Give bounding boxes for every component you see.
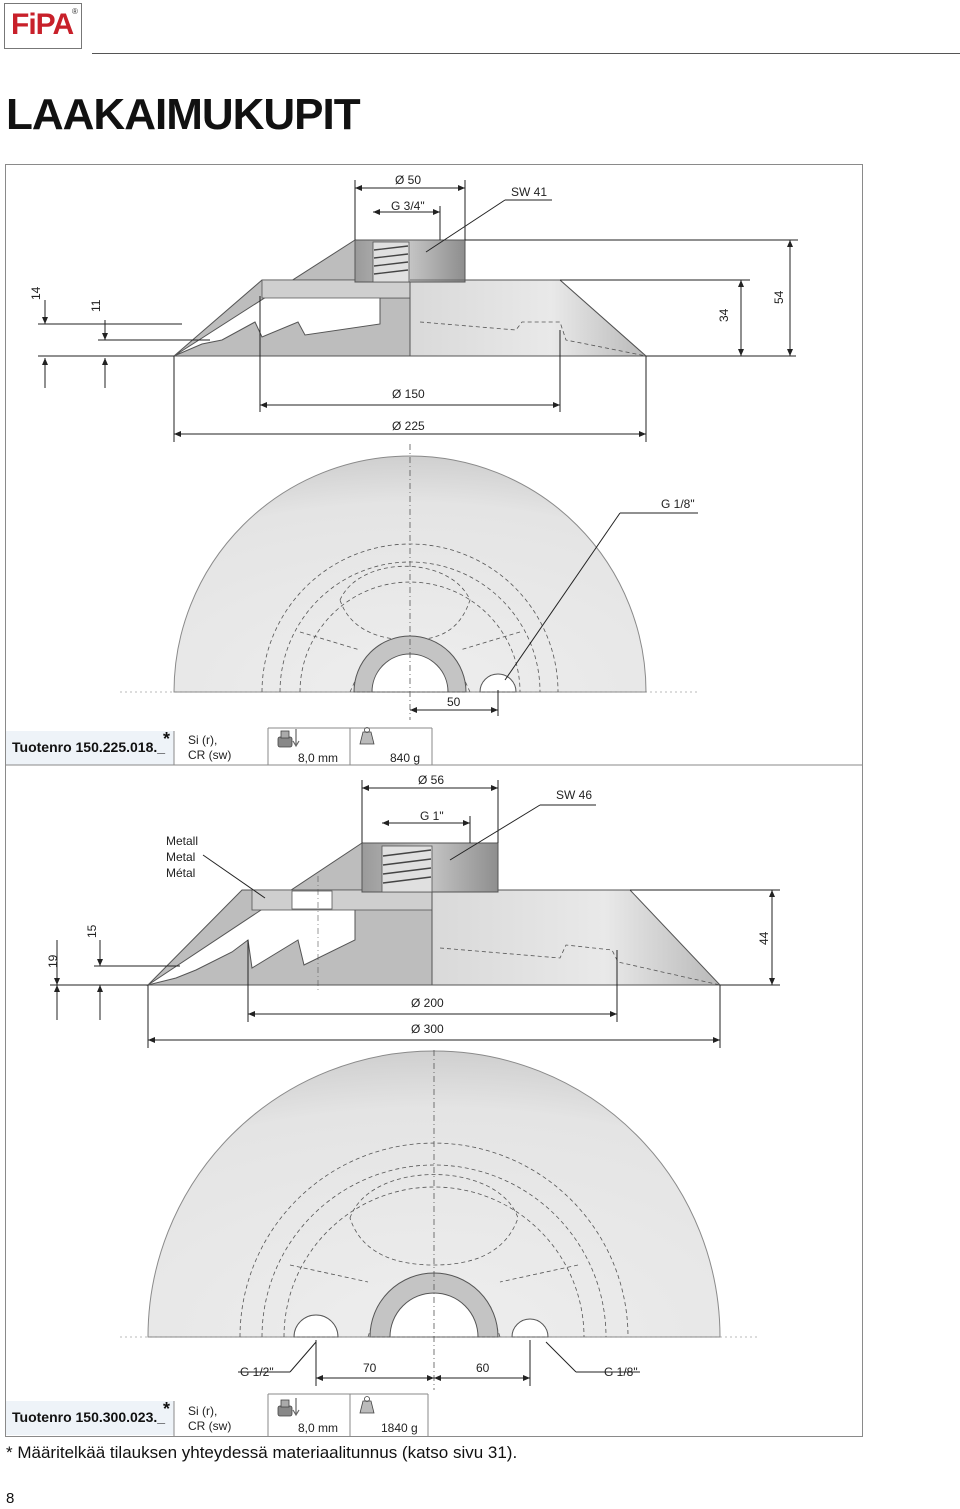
dim-offset-50: 50 [447,695,461,709]
dim-offset-70: 70 [363,1361,377,1375]
dim-h15: 15 [85,924,99,938]
cup2-top-view [120,1050,760,1390]
material-line-1a: Si (r), [188,733,218,747]
weight-icon [360,728,374,745]
dim-h34: 34 [717,308,731,322]
dim-sw41: SW 41 [511,185,548,199]
dim-d225: Ø 225 [392,419,425,433]
dim-port-18-b: G 1/8" [604,1365,638,1379]
cup2-side-view [148,843,720,990]
material-line-2b: CR (sw) [188,1419,232,1433]
page-number: 8 [6,1490,15,1507]
weight-icon [360,1397,374,1414]
weight-value-2: 1840 g [381,1421,418,1435]
dim-d200: Ø 200 [411,996,444,1010]
material-line-1b: CR (sw) [188,748,232,762]
registered-mark: ® [72,7,78,16]
material-metal: Metal [166,850,196,864]
cup1-side-view [174,240,646,356]
weight-value-1: 840 g [390,751,421,765]
dim-port-12: G 1/2" [240,1365,274,1379]
stroke-icon [278,729,299,747]
material-line-2a: Si (r), [188,1404,218,1418]
stroke-value-1: 8,0 mm [298,751,339,765]
footnote: * Määritelkää tilauksen yhteydessä materiaalitunnus (katso sivu 31). [6,1443,518,1462]
dim-h19: 19 [46,954,60,968]
dim-offset-60: 60 [476,1361,490,1375]
dim-d56: Ø 56 [418,773,445,787]
material-metall: Metall [166,834,199,848]
product-number-1: Tuotenro 150.225.018._ [12,739,166,755]
dim-h11: 11 [89,299,103,312]
product-star-1: * [163,729,171,749]
dim-d150: Ø 150 [392,387,425,401]
dim-d300: Ø 300 [411,1022,444,1036]
cup1-top-view [120,444,700,720]
dim-d50: Ø 50 [395,173,422,187]
page-title: LAAKAIMUKUPIT [6,90,360,139]
stroke-icon [278,1398,299,1416]
dim-thread-1: G 1" [420,809,444,823]
dim-thread-34: G 3/4" [391,199,425,213]
dim-sw46: SW 46 [556,788,593,802]
cup2-top-dimensions [238,1340,640,1386]
logo-text: FiPA [11,8,74,41]
product-star-2: * [163,1399,171,1419]
dim-h14: 14 [29,286,43,300]
dim-port-18: G 1/8" [661,497,695,511]
material-metal-fr: Métal [166,866,196,880]
product-number-2: Tuotenro 150.300.023._ [12,1409,166,1425]
dim-h44: 44 [757,931,771,945]
stroke-value-2: 8,0 mm [298,1421,339,1435]
dim-h54: 54 [772,290,786,304]
